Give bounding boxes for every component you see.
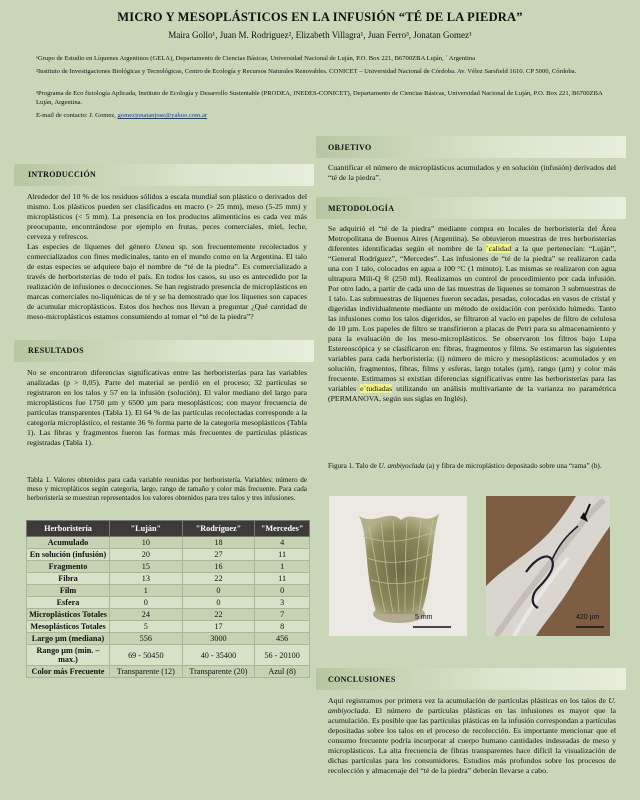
table-cell: Azul (8) [255,666,310,678]
table-header-cell: "Rodríguez" [182,521,255,537]
table-row-label: Microplásticos Totales [27,609,110,621]
table-cell: 7 [255,609,310,621]
highlighted-word: e`tudiadas [360,384,393,393]
table-cell: Transparente (20) [182,666,255,678]
scale-bar-label-b: 420 µm [576,614,600,621]
table-cell: 556 [110,633,183,645]
objective-heading: OBJETIVO [328,143,372,152]
table-cell: 0 [110,597,183,609]
method-text-a: Se adquirió el “té de la piedra” mediante compra en locales de herboristería del Área Metropolitana de Buenos Aires (Argentina). Se obtuvieron muestras de tres herboristerías diferentes identificadas según el nombre de la [328,224,616,253]
method-heading: METODOLOGÍA [328,204,395,213]
table-row [27,645,310,666]
genus-name: Usnea [154,242,175,251]
conclusions-text-a: Aquí registramos por primera vez la acumulación de partículas plásticas en los talos de [328,696,609,705]
affiliation-1: ¹Grupo de Estudio en Líquenes Argentinos (GELA), Departamento de Ciencias Básicas, Universidad Nacional de Luján, P.O. Box 221, B6700ZBA Luján, ´ Argentina [36,55,476,62]
table-row-label: Largo µm (mediana) [27,633,110,645]
contact-line [36,112,616,121]
table-cell: 0 [255,585,310,597]
affiliation-2: ²Instituto de Investigaciones Biológicas y Tecnológicas, Centro de Ecología y Recursos Naturales Renovables. CONICET – Universidad Nacional de Córdoba. Av. Vélez Sarsfield 1610. CP 5000, Córdoba. [36,68,577,75]
scale-bar-label-a: 5 mm [415,614,433,621]
table-cell: 8 [255,621,310,633]
affiliation-3: ³Programa de Eco fisiología Aplicada, Instituto de Ecología y Desarrollo Sustentable (PRODEA, INEDES-CONICET), Departamento de Ciencias Básicas, Universidad Nacional de Luján, P.O. Box 221, B6700ZBA Luján, Argentina. [36,90,603,106]
table-cell: 18 [182,537,255,549]
results-heading: RESULTADOS [28,346,84,355]
table-cell: 22 [182,573,255,585]
lichen-illustration [329,496,467,636]
microplastic-fiber-photo [486,496,610,636]
table-row [27,585,310,597]
table-cell: 0 [182,597,255,609]
table-header-cell: "Luján" [110,521,183,537]
table-row-label: En solución (infusión) [27,549,110,561]
table-cell: 27 [182,549,255,561]
table-row [27,549,310,561]
table-row [27,573,310,585]
table-row [27,633,310,645]
figure-caption-a: Figura 1. Talo de [328,462,379,470]
table-cell: 1 [110,585,183,597]
figure-caption-c: (a) y fibra de microplástico depositado sobre una “rama” (b). [424,462,602,470]
figure-caption [328,462,616,471]
table-row-label: Fibra [27,573,110,585]
table-cell: 56 - 20100 [255,645,310,666]
table-cell: 40 - 35400 [182,645,255,666]
method-text-b: a la que pertenecían: “Luján”, “General Rodríguez”, “Mercedes”. Las infusiones de “té de la piedra” se realizaron cada una con 1 talo, colocados en agua a 100 °C (1 minuto). Las mismas se realizaron con agua ultrapura Mili-Q ® (250 ml). Realizamos un control de procedimiento por cada infusión. Por otro lado, a partir de cada uno de las muestras de líquenes se tomaron 3 submuestras de 1 talo. Las submuestras de líquenes fueron secadas, pesadas, colocadas en vasos de cristal y digeridas individualmente mediante un método de oxidación con peróxido húmedo. Tanto las infusiones como los talos digeridos, se filtraron al vacío en papeles de filtro de celulosa de 10 µm. Los papeles de filtro se transfirieron a placas de Petri para su almacenamiento y para la evaluación de los meso-microplásticos. Se observaron los filtros bajo Lupa Estereoscópica y se clasificaron en: fibras, fragmentos y films. Se estimaron las siguientes variables para cada herboristería: (i) número de micro y mesoplásticos: acumulados y en solución, fragmentos, fibras, films y esferas, largo totales (µm), rango (µm) y color más frecuente. Estimamos si existían diferencias significativas entre las herboristerías para las variables [328,244,616,393]
table-cell: 456 [255,633,310,645]
table-cell: 4 [255,537,310,549]
table-cell: 0 [182,585,255,597]
table-cell: 3 [255,597,310,609]
table-row-label: Esfera [27,597,110,609]
table-cell: 3000 [182,633,255,645]
table-cell: 69 - 50450 [110,645,183,666]
table-cell: 11 [255,549,310,561]
table-cell: 5 [110,621,183,633]
results-text: No se encontraron diferencias significativas entre las herboristerías para las variables analizadas (p > 0,05). Parte del material se perdió en el proceso; 32 partículas se registraron en los talos y 57 en la infusión (solución). El valor mediano del largo para microplásticos fue 1750 µm y 6500 µm para mesoplásticos; con mayor frecuencia de partículas transparentes (Tabla 1). El 64 % de las partículas recolectadas corresponde a la categoría microplástico, el restante 36 % forma parte de la categoría mesoplásticos (Tabla 1). Las fibras y fragmentos fueron las formas más frecuentes de partículas plásticas registradas (Tabla 1). [27,368,307,447]
conclusions-heading: CONCLUSIONES [328,675,396,684]
method-text-c: utilizando un análisis multivariante de la varianza no paramétrica (PERMANOVA, según sus siglas en Inglés). [328,384,617,403]
table-row-label: Color más Frecuente [27,666,110,678]
table-row [27,621,310,633]
conclusions-text [328,696,616,776]
table-cell: Transparente (12) [110,666,183,678]
species-name: U. ambiyoclada [378,462,425,470]
intro-text [27,192,307,322]
table-cell: 1 [255,561,310,573]
table-row-label: Acumulado [27,537,110,549]
table-header-cell: Herboristería [27,521,110,537]
lichen-thallus-photo [329,496,467,636]
table-cell: 22 [182,609,255,621]
table-header-row [27,521,310,537]
contact-email-link[interactable]: gomezjonatanjose@yahoo.com.ar [117,112,208,119]
highlighted-word: `calidad [486,244,512,253]
intro-paragraph-2a: Las especies de líquenes del género [27,242,155,251]
contact-label: E-mail de contacto: J. Gomez, [36,112,116,119]
intro-paragraph-1: Alrededor del 10 % de los residuos sólidos a escala mundial son plástico o derivados del mismo. Los plásticos pueden ser clasificados en macro (> 25 mm), meso (5-25 mm) y microplásticos (< 5 mm). La presencia en los productos alimenticios es cada vez más preocupante, encontrándose por ejemplo en frutas, peces comerciales, miel, leche, cerveza y refrescos. [27,192,307,241]
table-header-cell: "Mercedes" [255,521,310,537]
method-text [328,224,616,404]
table-row-label: Film [27,585,110,597]
table-row [27,561,310,573]
intro-paragraph-2c: sp. son frecuentemente recolectados y comercializados con fines medicinales, tanto en el mundo como en la Argentina. El talo de estas especies se adquiere bajo el nombre de “té de la piedra”. Es comercializado a través de herboristerías de todo el país. En todos los casos, su uso es antecedido por la realización de infusiones o decocciones. Se han registrado presencia de microplásticos en marcas comerciales no-liquénicas de té y se ha demostrado que los líquenes son capaces de acumular microplásticos. Estos dos hechos nos llevan a preguntar ¿Qué cantidad de meso-microplásticos estamos consumiendo al tomar el “té de la piedra”? [27,242,307,321]
table-cell: 17 [182,621,255,633]
table-row [27,666,310,678]
table-row [27,537,310,549]
poster-title: MICRO Y MESOPLÁSTICOS EN LA INFUSIÓN “TÉ DE LA PIEDRA” [117,10,523,24]
table-row [27,597,310,609]
table-row-label: Mesoplásticos Totales [27,621,110,633]
results-table [26,520,310,678]
table-cell: 15 [110,561,183,573]
species-name: U. ambiyoclada [328,696,616,715]
table-row-label: Rango µm (min. – max.) [27,645,110,666]
table-row-label: Fragmento [27,561,110,573]
table-row [27,609,310,621]
table-cell: 11 [255,573,310,585]
objective-text: Cuantificar el número de microplásticos acumulados y en solución (infusión) derivados del “té de la piedra”. [328,163,616,182]
conclusions-text-c: . El número de partículas plásticas en las infusiones es mayor que la acumulación. Es posible que las partículas plásticas en la infusión correspondan a partículas depositadas sobre los talos en el proceso de recolección. Es importante mencionar que el consumo frecuente podría incorporar al cuerpo humano cantidades indeseadas de meso y microplásticos. La alta frecuencia de fibras transparentes hace difícil la visualización de dichas partículas para los consumidores. Estudios más profundos sobre los procesos de recolección y almacenaje del “té de la piedra” deberán llevarse a cabo. [328,706,616,775]
author-list: Maira Gollo¹, Juan M. Rodriguez², Elizabeth Villagra¹, Juan Ferro³, Jonatan Gomez¹ [168,30,472,40]
table-cell: 16 [182,561,255,573]
table-cell: 20 [110,549,183,561]
table-cell: 10 [110,537,183,549]
table-cell: 24 [110,609,183,621]
table-cell: 13 [110,573,183,585]
intro-heading: INTRODUCCIÓN [28,170,97,179]
table-caption: Tabla 1. Valores obtenidos para cada variable reunidas por herboristería. Variables: número de meso y micropláticos según categoría, largo, rango de tamaño y color más frecuente. Para cada herboristería se muestran representados los valores obtenidos para tres talos y tres infusiones. [27,476,307,503]
